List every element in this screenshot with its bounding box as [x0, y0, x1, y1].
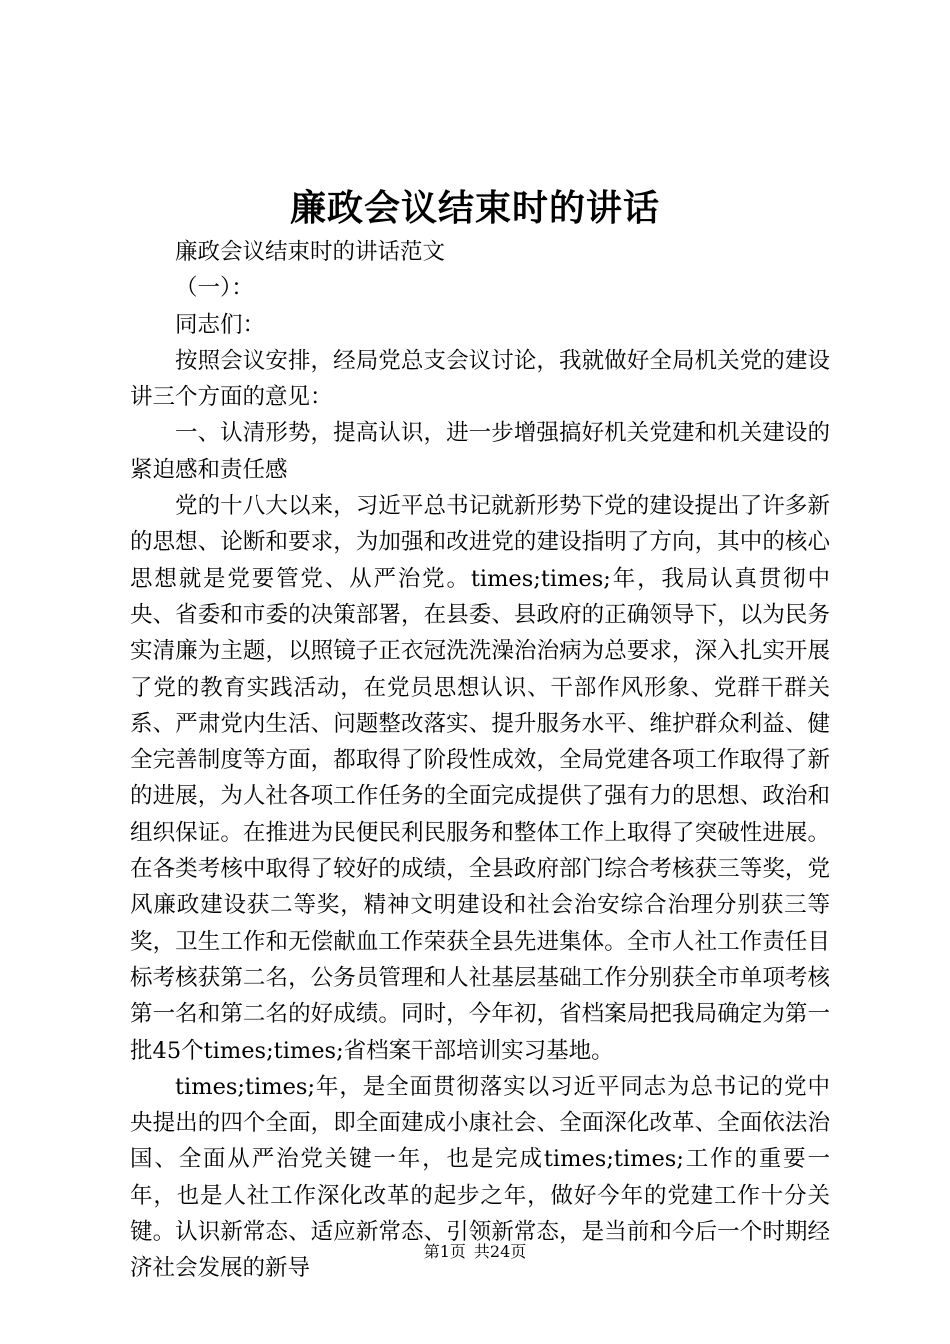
paragraph-salutation: 同志们： — [175, 311, 266, 338]
paragraph-subtitle: 廉政会议结束时的讲话范文 — [175, 239, 446, 265]
page-total: 共24页 — [473, 1242, 527, 1261]
paragraph-body: times;times;年，是全面贯彻落实以习近平同志为总书记的党中央提出的四个全面，即全面建成小康社会、全面深化改革、全面依法治国、全面从严治党关键一年，也是完成times;times;工作的重要一年，也是人社工作深化改革的起步之年，做好今年的党建工作十分关键。认识新常态、适应新常态、引领新常态，是当前和今后一个时期经济社会发展的新导 — [130, 1073, 830, 1282]
page-footer — [0, 1240, 950, 1264]
paragraph-heading-one: 一、认清形势，提高认识，进一步增强搞好机关党建和机关建设的紧迫感和责任感 — [130, 420, 830, 483]
document-body — [130, 234, 830, 1287]
paragraph-section-number: （一）： — [175, 275, 254, 302]
document-title: 廉政会议结束时的讲话 — [289, 187, 660, 229]
page-number: 第1页 — [423, 1242, 466, 1261]
paragraph-intro: 按照会议安排，经局党总支会议讨论，我就做好全局机关党的建设讲三个方面的意见： — [130, 347, 830, 411]
paragraph-body: 党的十八大以来，习近平总书记就新形势下党的建设提出了许多新的思想、论断和要求，为加强和改进党的建设指明了方向，其中的核心思想就是党要管党、从严治党。times;times;年，我局认真贯彻中央、省委和市委的决策部署，在县委、县政府的正确领导下，以为民务实清廉为主题，以照镜子正衣冠洗洗澡治治病为总要求，深入扎实开展了党的教育实践活动，在党员思想认识、干部作风形象、党群干群关系、严肃党内生活、问题整改落实、提升服务水平、维护群众利益、健全完善制度等方面，都取得了阶段性成效，全局党建各项工作取得了新的进展，为人社各项工作任务的全面完成提供了强有力的思想、政治和组织保证。在推进为民便民利民服务和整体工作上取得了突破性进展。在各类考核中取得了较好的成绩，全县政府部门综合考核获三等奖，党风廉政建设获二等奖，精神文明建设和社会治安综合治理分别获三等奖，卫生工作和无偿献血工作荣获全县先进集体。全市人社工作责任目标考核获第二名，公务员管理和人社基层基础工作分别获全市单项考核第一名和第二名的好成绩。同时，今年初，省档案局把我局确定为第一批45个times;times;省档案干部培训实习基地。 — [130, 493, 830, 1064]
